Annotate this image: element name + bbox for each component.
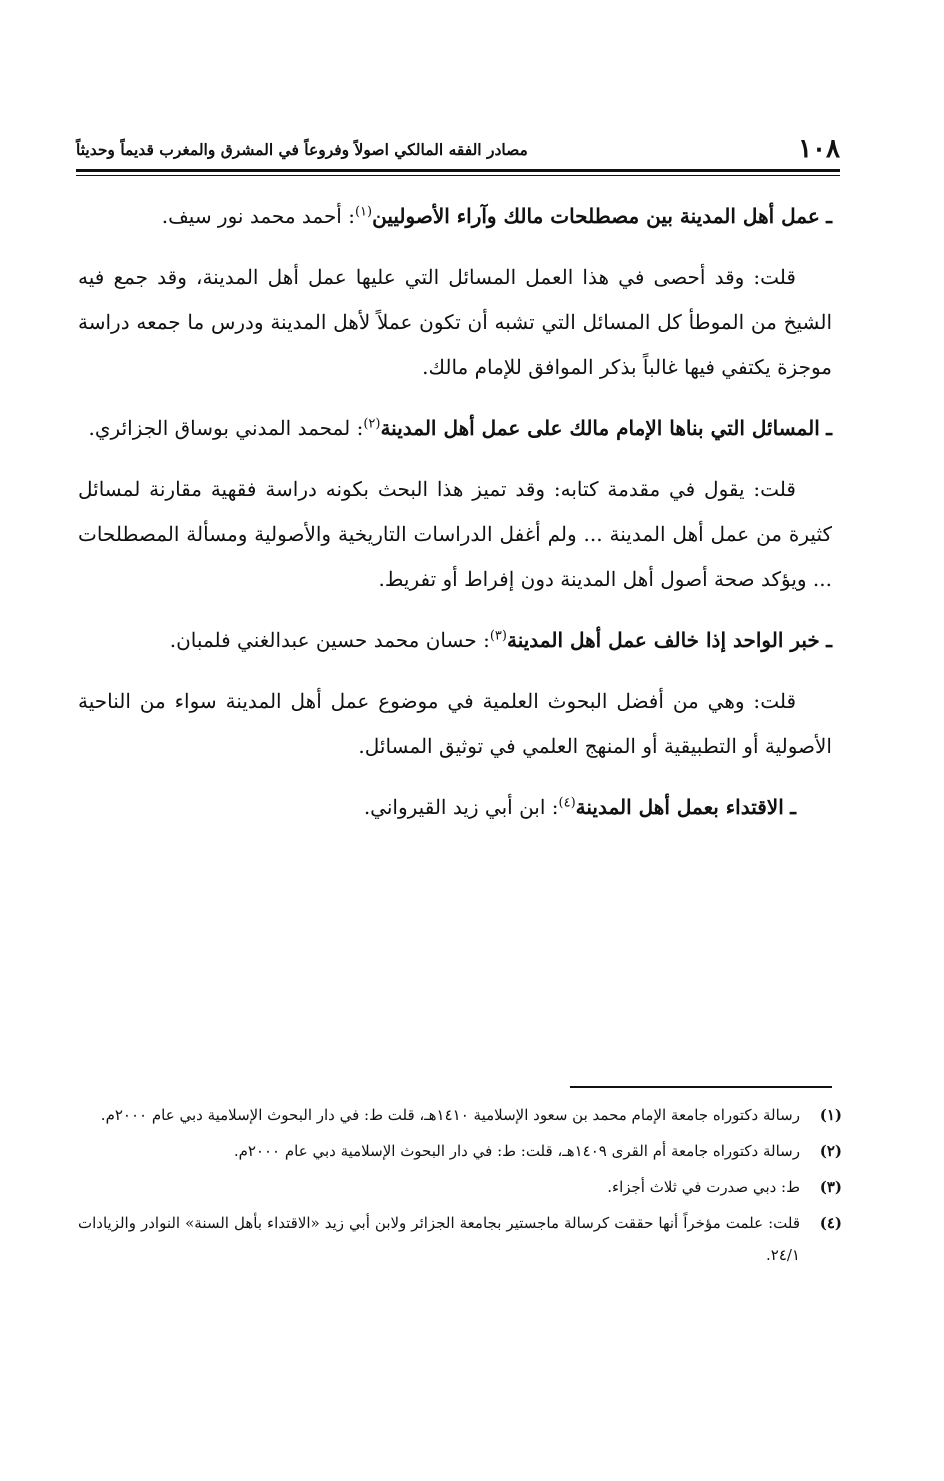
entry-dash: ـ — [826, 204, 832, 228]
note-paragraph — [78, 679, 832, 769]
note-paragraph — [78, 255, 832, 390]
footnote-item — [78, 1099, 842, 1131]
entry-title: المسائل التي بناها الإمام مالك على عمل أهل المدينة — [380, 416, 820, 440]
entry-dash: ـ — [790, 795, 796, 819]
footnote-text: رسالة دكتوراه جامعة الإمام محمد بن سعود الإسلامية ١٤١٠هـ، قلت ط: في دار البحوث الإسلامية دبي عام ٢٠٠٠م. — [100, 1106, 800, 1124]
note-label: قلت — [760, 265, 796, 289]
entry-title: خبر الواحد إذا خالف عمل أهل المدينة — [506, 628, 820, 652]
entry-paragraph — [78, 406, 832, 451]
footnote-item — [78, 1207, 842, 1271]
footnote-number: (٣) — [819, 1178, 842, 1196]
main-body — [78, 194, 832, 846]
header-rule-thin — [76, 175, 840, 176]
entry-dash: ـ — [826, 416, 832, 440]
note-text: : يقول في مقدمة كتابه: وقد تميز هذا البحث بكونه دراسة فقهية مقارنة لمسائل كثيرة من عمل أهل المدينة ... ولم أغفل الدراسات التاريخية والأصولية ومسألة المصطلحات ... ويؤكد صحة أصول أهل المدينة دون إفراط أو تفريط. — [78, 477, 832, 591]
bibliography-entry — [78, 618, 832, 663]
note-paragraph — [78, 467, 832, 602]
entry-dash: ـ — [826, 628, 832, 652]
footnote-item — [78, 1135, 842, 1167]
running-header-title: مصادر الفقه المالكي اصولاً وفروعاً في المشرق والمغرب قديماً وحديثاً — [76, 140, 528, 159]
entry-paragraph — [78, 785, 832, 830]
entry-title: الاقتداء بعمل أهل المدينة — [575, 795, 784, 819]
entry-paragraph — [78, 618, 832, 663]
footnote-text: رسالة دكتوراه جامعة أم القرى ١٤٠٩هـ، قلت: ط: في دار البحوث الإسلامية دبي عام ٢٠٠٠م. — [233, 1142, 800, 1160]
footnote-reference[interactable]: (١) — [354, 204, 373, 220]
entry-author: : أحمد محمد نور سيف. — [161, 204, 355, 228]
note-label: قلت — [760, 689, 797, 713]
bibliography-entry — [78, 785, 832, 830]
note-text-block — [78, 679, 832, 769]
footnote-text: قلت: علمت مؤخراً أنها حققت كرسالة ماجستير بجامعة الجزائر ولابن أبي زيد «الاقتداء بأهل السنة» النوادر والزيادات ٢٤/١. — [78, 1214, 800, 1264]
entry-paragraph — [78, 194, 832, 239]
footnote-number: (٢) — [819, 1142, 842, 1160]
footnote-item — [78, 1171, 842, 1203]
note-text: : وهي من أفضل البحوث العلمية في موضوع عمل أهل المدينة سواء من الناحية الأصولية أو التطبيقية أو المنهج العلمي في توثيق المسائل. — [78, 689, 832, 758]
entry-author: : لمحمد المدني بوساق الجزائري. — [88, 416, 364, 440]
note-text: : وقد أحصى في هذا العمل المسائل التي عليها عمل أهل المدينة، وقد جمع فيه الشيخ من الموطأ كل المسائل التي تشبه أن تكون عملاً لأهل المدينة ودرس ما جمعه دراسة موجزة يكتفي فيها غالباً بذكر الموافق للإمام مالك. — [78, 265, 832, 379]
footnote-number: (١) — [819, 1106, 842, 1124]
running-header — [76, 132, 840, 168]
note-text-block — [78, 255, 832, 390]
footnote-reference[interactable]: (٤) — [558, 795, 576, 811]
note-text-block — [78, 467, 832, 602]
footnote-number: (٤) — [819, 1214, 842, 1232]
bibliography-entry — [78, 194, 832, 239]
footnote-separator — [570, 1086, 832, 1088]
footnote-reference[interactable]: (٢) — [363, 416, 381, 432]
footnotes — [78, 1099, 842, 1275]
entry-title: عمل أهل المدينة بين مصطلحات مالك وآراء الأصوليين — [372, 204, 820, 228]
footnote-text: ط: دبي صدرت في ثلاث أجزاء. — [607, 1178, 800, 1196]
entry-author: : حسان محمد حسين عبدالغني فلمبان. — [169, 628, 490, 652]
entry-author: : ابن أبي زيد القيرواني. — [363, 795, 559, 819]
header-rule-thick — [76, 169, 840, 172]
footnote-reference[interactable]: (٣) — [489, 628, 507, 644]
page-number: ١٠٨ — [798, 134, 840, 164]
note-label: قلت — [760, 477, 796, 501]
bibliography-entry — [78, 406, 832, 451]
